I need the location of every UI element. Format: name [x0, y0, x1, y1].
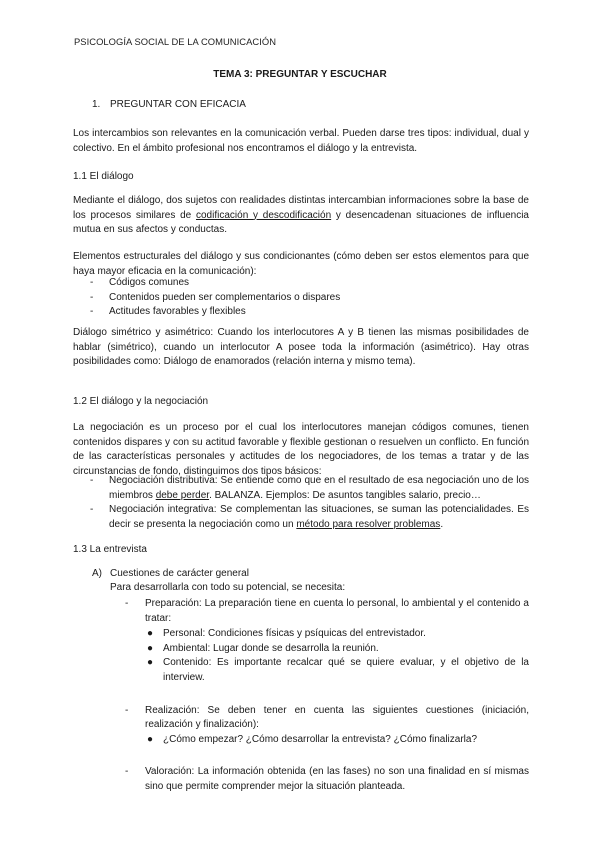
symmetric-paragraph: Diálogo simétrico y asimétrico: Cuando los interlocutores A y B tienen las mismas posibilidades de hablar (simétrico), cuando un interlocutor A posee toda la información (asimétrico). Hay otras posibilidades como: Diálogo de enamorados (relación interna y mismo tema). [73, 327, 529, 368]
negotiation-types-list [73, 474, 529, 532]
list-item: ● Personal: Condiciones físicas y psíquicas del entrevistador. [147, 628, 426, 640]
underlined-term: método para resolver problemas [296, 518, 441, 530]
negotiation-paragraph: La negociación es un proceso por el cual los interlocutores manejan códigos comunes, tienen contenidos dispares y con su actitud favorable y flexible gestionan o resuelven un conflicto. En función de las características personales y actitudes de los negociadores, de los temas a tratar y de las circunstancias de fondo, distinguimos dos tipos básicos: [73, 422, 529, 477]
section-label: PREGUNTAR CON EFICACIA [110, 99, 246, 110]
list-item: - Códigos comunes [90, 277, 190, 288]
subsection-a-intro: Para desarrollarla con todo su potencial, se necesita: [110, 582, 346, 593]
running-header: PSICOLOGÍA SOCIAL DE LA COMUNICACIÓN [74, 36, 277, 47]
subsection-heading-1-1: 1.1 El diálogo [73, 171, 134, 182]
subsection-heading-1-2: 1.2 El diálogo y la negociación [73, 396, 209, 407]
elements-paragraph: Elementos estructurales del diálogo y sus condicionantes (cómo deben ser estos elementos para que haya mayor eficacia en la comunicación): [73, 251, 529, 277]
list-item: - Preparación: La preparación tiene en cuenta lo personal, lo ambiental y el contenido a tratar: [125, 598, 529, 624]
list-item: ● ¿Cómo empezar? ¿Cómo desarrollar la entrevista? ¿Cómo finalizarla? [147, 733, 478, 745]
intro-paragraph: Los intercambios son relevantes en la comunicación verbal. Pueden darse tres tipos: individual, dual y colectivo. En el ámbito profesional nos encontramos el diálogo y la entrevista. [73, 128, 529, 154]
section-number: 1. [92, 99, 101, 110]
list-item: - Realización: Se deben tener en cuenta las siguientes cuestiones (iniciación, realización y finalización): [125, 704, 529, 731]
dialogue-paragraph: Mediante el diálogo, dos sujetos con realidades distintas intercambian informaciones sobre la base de los procesos similares de codificación y descodificación y desencadenan situaciones de influencia mutua en sus afectos y conductas. [73, 195, 529, 236]
subsection-a-heading: A) Cuestiones de carácter general [92, 568, 249, 579]
underlined-term: codificación y descodificación [196, 209, 332, 221]
list-item: - Contenidos pueden ser complementarios o dispares [90, 291, 341, 303]
page-title: TEMA 3: PREGUNTAR Y ESCUCHAR [213, 69, 387, 80]
subsection-heading-1-3: 1.3 La entrevista [73, 544, 147, 555]
interview-phases [73, 597, 529, 795]
list-item: - Negociación integrativa: Se complementan las situaciones, se suman las potencialidades. Es decir se presenta la negociación como un método para resolver problemas. [90, 504, 529, 530]
list-item: ● Ambiental: Lugar donde se desarrolla la reunión. [147, 642, 379, 654]
section-heading-1 [92, 98, 246, 113]
list-item: ● Contenido: Es importante recalcar qué se quiere evaluar, y el objetivo de la interview. [147, 657, 529, 683]
list-item: - Actitudes favorables y flexibles [90, 306, 246, 318]
list-item: - Valoración: La información obtenida (en las fases) no son una finalidad en sí mismas sino que permite comprender mejor la situación planteada. [125, 766, 529, 792]
list-item: - Negociación distributiva: Se entiende como que en el resultado de esa negociación uno de los miembros debe perder. BALANZA. Ejemplos: De asuntos tangibles salario, precio… [90, 475, 529, 501]
underlined-term: debe perder [155, 489, 210, 501]
elements-list [73, 276, 529, 320]
